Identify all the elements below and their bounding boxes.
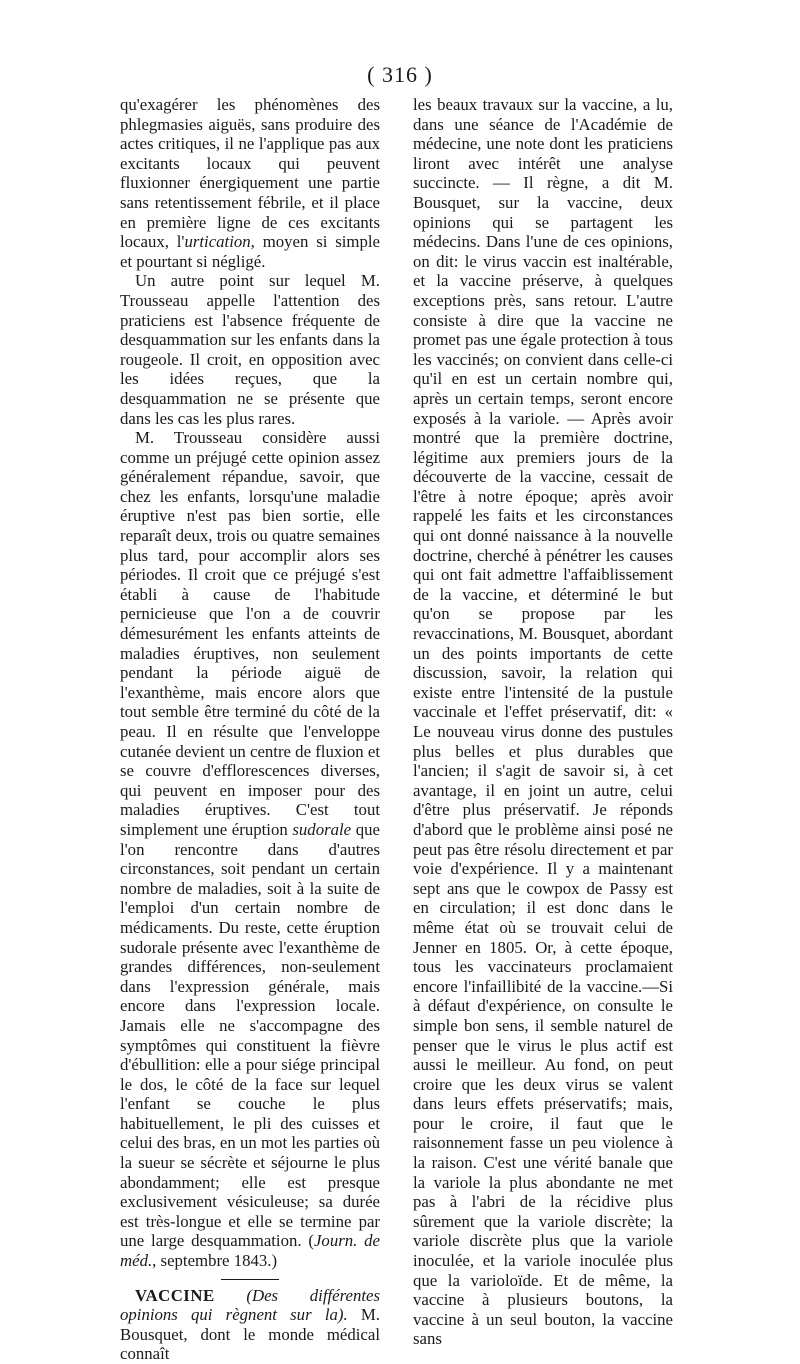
- paragraph-text: , moyen si simple et pourtant si négligé.: [120, 232, 380, 271]
- right-column: [413, 95, 673, 1349]
- paragraph: [120, 428, 380, 1271]
- paragraph-text: qu'exagérer les phénomènes des phlegmasies aiguës, sans produire des actes critiques, il ne l'applique pas aux excitants locaux qui peuvent fluxionner énergiquement une partie sans retentissement fébrile, et il place en première ligne de ces excitants locaux, l': [120, 95, 380, 252]
- paragraph: [120, 95, 380, 271]
- paragraph: [120, 1286, 380, 1364]
- paragraph-text: que l'on rencontre dans d'autres circonstances, soit pendant un certain nombre de maladies, soit à la suite de l'emploi d'un certain nombre de médicaments. Du reste, cette éruption sudorale présente avec l'exanthème de grandes différences, non-seulement dans l'expression générale, mais encore dans l'expression locale. Jamais elle ne s'accompagne des symptômes qui constituent la fièvre d'ébullition: elle a pour siége principal le dos, le côté de la face sur lequel l'enfant se couche le plus habituellement, le pli des cuisses et celui des bras, en un mot les parties où la sueur se sécrète et séjourne le plus abondamment; elle est presque exclusivement vésiculeuse; sa durée est très-longue et elle se termine par une large desquammation. (: [120, 819, 380, 1251]
- left-column: [120, 95, 380, 1364]
- paragraph-text: M. Bousquet, dont le monde médical connaît: [120, 1305, 381, 1364]
- page-number: ( 316 ): [367, 62, 433, 87]
- section-subtitle: (Des différentes opinions qui règnent sur la).: [120, 1285, 380, 1325]
- emphasis: sudorale: [292, 819, 352, 839]
- paragraph-text: M. Trousseau considère aussi comme un préjugé cette opinion assez généralement répandue, savoir, que chez les enfants, lorsqu'une maladie éruptive n'est pas bien sortie, elle reparaît deux, trois ou quatre semaines plus tard, pour accomplir alors ses périodes. Il croit que ce préjugé s'est établi à cause de l'habitude pernicieuse que l'on a de couvrir démesurément les enfants atteints de maladies éruptives, non seulement pendant la période aiguë de l'exanthème, mais encore alors que tout semble être terminé du côté de la peau. Il en résulte que l'enveloppe cutanée devient un centre de fluxion et se couvre d'efflorescences diverses, qui peuvent en imposer pour des maladies éruptives. C'est tout simplement une éruption: [120, 428, 380, 839]
- paragraph: Un autre point sur lequel M. Trousseau appelle l'attention des praticiens est l'absence fréquente de desquammation sur les enfants dans la rougeole. Il croit, en opposition avec les idées reçues, que la desquammation ne se présente que dans les cas les plus rares.: [120, 271, 380, 428]
- section-heading: VACCINE: [135, 1285, 215, 1305]
- section-divider: [221, 1279, 279, 1280]
- emphasis: urtication: [184, 232, 251, 252]
- paragraph: les beaux travaux sur la vaccine, a lu, dans une séance de l'Académie de médecine, une note dont les praticiens liront avec intérêt une analyse succincte. — Il règne, a dit M. Bousquet, sur la vaccine, deux opinions qui se partagent les médecins. Dans l'une de ces opinions, on dit: le virus vaccin est inaltérable, et la vaccine préserve, à quelques exceptions près, sans retour. L'autre consiste à dire que la vaccine ne promet pas une égale protection à tous les vaccinés; on convient dans celle-ci qu'il en est un certain nombre qui, après un certain temps, seront encore exposés à la variole. — Après avoir montré que la première doctrine, légitime aux premiers jours de la découverte de la vaccine, cessait de l'être à notre époque; après avoir rappelé les faits et les circonstances qui ont donné naissance à la nouvelle doctrine, cherché à pénétrer les causes qui ont fait admettre l'affaiblissement de la vaccine, et déterminé le but qu'on se propose par les revaccinations, M. Bousquet, abordant un des points importants de cette discussion, savoir, la relation qui existe entre l'intensité de la pustule vaccinale et l'effet préservatif, dit: « Le nouveau virus donne des pustules plus belles et plus durables que l'ancien; il s'agit de savoir si, à cet avantage, il en joint un autre, celui d'être plus préservatif. Je réponds d'abord que le problème ainsi posé ne peut pas être résolu directement et par voie d'expérience. Il y a maintenant sept ans que le cowpox de Passy est en circulation; il est donc dans le même état où se trouvait celui de Jenner en 1805. Or, à cette époque, tous les vaccinateurs proclamaient encore l'infaillibité de la vaccine.—Si à défaut d'expérience, on consulte le simple bon sens, il semble naturel de penser que le virus le plus actif est aussi le meilleur. Au fond, on peut croire que les deux virus se valent dans leurs effets préservatifs; mais, pour le croire, il faut que le raisonnement fasse un peu violence à la raison. C'est une vérité banale que la variole la plus abondante ne met pas à l'abri de la récidive plus sûrement que la variole discrète; la variole discrète plus que la variole inoculée, et la variole inoculée plus que la varioloïde. Et de même, la vaccine à plusieurs boutons, la vaccine à un seul bouton, la vaccine sans: [413, 95, 673, 1349]
- source-citation: Journ. de méd.: [120, 1231, 380, 1271]
- paragraph-text: , septembre 1843.): [152, 1251, 278, 1271]
